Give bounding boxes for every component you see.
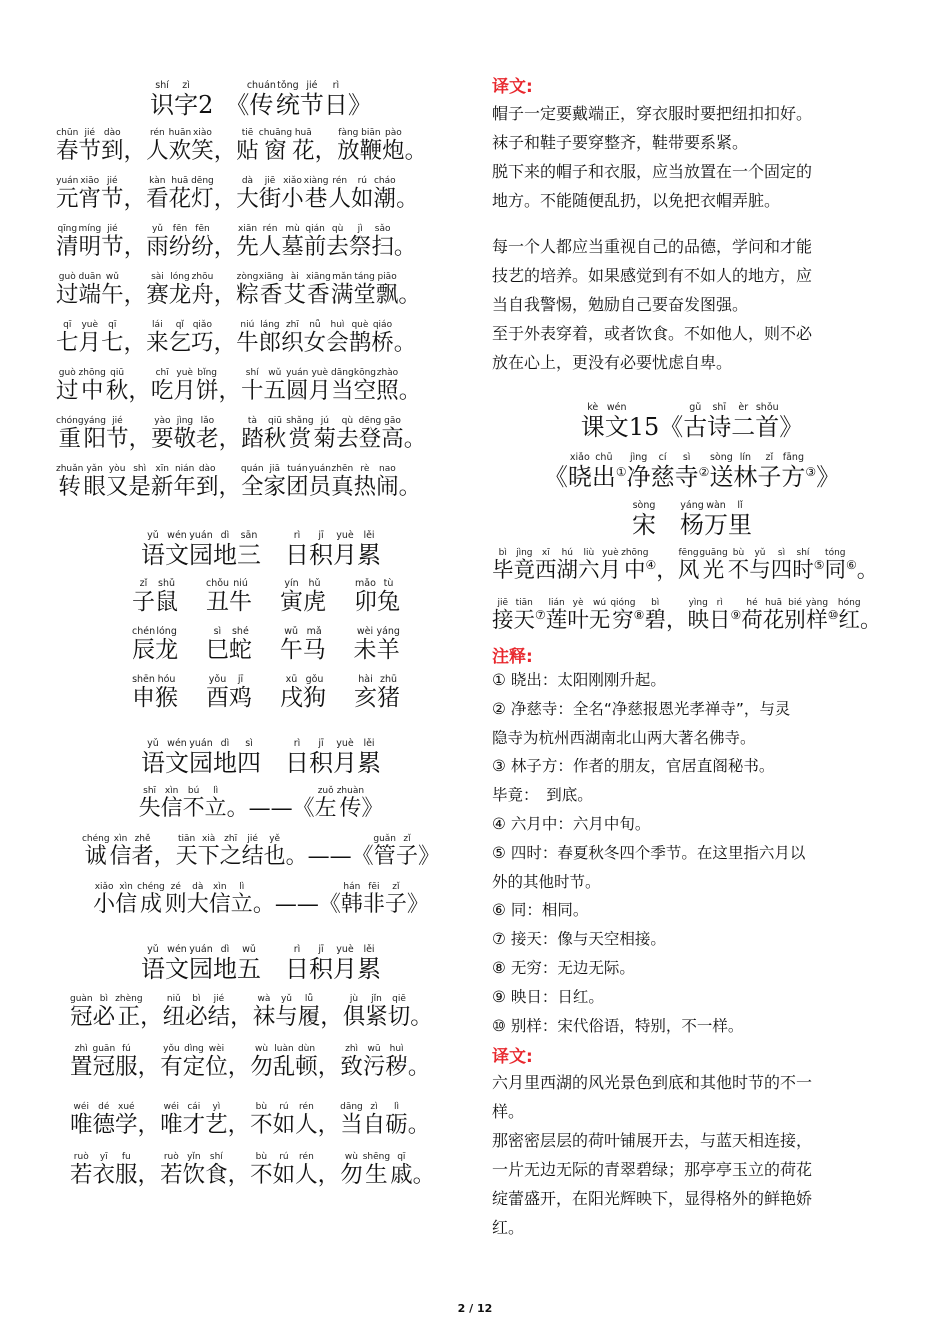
zodiac-word: 申shēn猴hóu: [132, 674, 178, 711]
verse-line: 冠guàn必bì正zhèng，纽niǔ必bì结jié，袜wà与yǔ履lǚ，俱jù紧jǐn切qiē。: [70, 994, 433, 1030]
poem-line: 毕bì竟jìng西xī湖hú六liù月yuè中zhōng④，风fēng光guāng不bù与yǔ四sì时shí⑤同tóng⑥。: [492, 548, 879, 583]
text-line: 样。: [492, 1102, 525, 1121]
footnote-marker: ⑩: [827, 607, 839, 622]
zodiac-word: 寅yín虎hǔ: [280, 578, 327, 615]
text-line: 技艺的培养。如果感觉到有不如人的地方，应: [492, 266, 813, 285]
footnote-marker: ⑦: [535, 607, 546, 622]
text-line: 一片无边无际的青翠碧绿；那亭亭玉立的荷花: [492, 1160, 813, 1179]
zodiac-word: 丑chǒu牛niú: [205, 578, 253, 615]
translation-block-3: [492, 1068, 812, 1242]
section-title-yuandi5: 语yǔ文wén园yuán地dì五wǔ 日rì积jī月yuè累lěi: [141, 944, 381, 983]
notes-label: 注释:: [492, 647, 533, 667]
zodiac-word: 子zǐ鼠shǔ: [132, 578, 178, 615]
notes-list: [492, 666, 805, 1040]
text-line: 那密密层层的荷叶铺展开去，与蓝天相连接，: [492, 1131, 813, 1150]
verse-line: 过guò端duān午wǔ，赛sài龙lóng舟zhōu，粽zòng香xiāng艾ài香xiāng满mǎn堂táng飘piāo。: [56, 272, 421, 308]
text-line: 毕竟： 到底。: [492, 786, 593, 805]
verse-line: 若ruò衣yī服fu，若ruò饮yǐn食shí，不bù如rú人rén，勿wù生shēng戚qī。: [70, 1152, 436, 1188]
verse-line: 春chūn节jié到dào，人rén欢huān笑xiào，贴tiē窗chuāng花huā，放fàng鞭biān炮pào。: [56, 128, 428, 164]
text-line: ② 净慈寺：全名“净慈报恩光孝禅寺”，与灵: [492, 699, 791, 718]
verse-line: 过guò中zhōng秋qiū，吃chī月yuè饼bǐng，十shí五wǔ圆yuán月yuè当dāng空kōng照zhào。: [56, 368, 422, 404]
zodiac-word: 午wǔ马mǎ: [279, 626, 326, 663]
text-line: 帽子一定要戴端正，穿衣服时要把纽扣扣好。: [492, 104, 813, 123]
zodiac-word: 戌xū狗gǒu: [280, 674, 326, 711]
footnote-marker: ①: [615, 465, 627, 479]
translation-label-2: 译文:: [492, 1047, 533, 1067]
zodiac-row: [132, 578, 400, 626]
honesty-quotes: [56, 786, 466, 930]
poem-title: 《晓xiǎo出chū①净jìng慈cí寺sì②送sòng林lín子zǐ方fāng③》: [543, 452, 841, 491]
text-line: 红。: [492, 1218, 525, 1237]
quote-line: 诚chéng信xìn者zhě，天tiān下xià之zhī结jié也yě。——《管guǎn子zǐ》: [81, 834, 441, 869]
text-line: ① 晓出：太阳刚刚升起。: [492, 671, 666, 689]
text-line: 隐寺为杭州西湖南北山两大著名佛寺。: [492, 728, 756, 747]
text-line: ⑩ 别样：宋代俗语，特别，不一样。: [492, 1016, 744, 1035]
text-line: 至于外表穿着，或者饮食。不如他人，则不必: [492, 324, 813, 343]
zodiac-word: 卯mǎo兔tù: [353, 578, 400, 615]
text-line: ⑦ 接天：像与天空相接。: [492, 930, 666, 949]
text-line: 脱下来的帽子和衣服，应当放置在一个固定的: [492, 162, 813, 181]
footnote-marker: ⑨: [730, 607, 742, 622]
footnote-marker: ⑤: [813, 557, 825, 572]
zodiac-word: 酉yǒu鸡jī: [206, 674, 252, 711]
text-line: ⑨ 映日：日红。: [492, 987, 604, 1006]
text-line: ⑥ 同：相同。: [492, 901, 589, 920]
footnote-marker: ②: [698, 465, 710, 479]
zodiac-word: 未wèi羊yáng: [353, 626, 400, 663]
quote-line: 失shī信xìn不bú立lì。——《左zuǒ传zhuàn》: [138, 786, 384, 821]
footnote-marker: ⑧: [633, 607, 645, 622]
quote-line: 小xiǎo信xìn成chéng则zé大dà信xìn立lì。——《韩hán非fēi子zǐ》: [93, 882, 429, 917]
text-line: 每一个人都应当重视自己的品德，学问和才能: [492, 237, 813, 256]
text-line: 外的其他时节。: [492, 872, 601, 891]
poem-lesson-title: 课kè文wén15《古gǔ诗shī二èr首shǒu》: [580, 402, 804, 441]
text-line: 袜子和鞋子要穿整齐，鞋带要系紧。: [492, 133, 749, 152]
zodiac-word: 巳sì蛇shé: [205, 626, 252, 663]
zodiac-word: 亥hài猪zhū: [354, 674, 400, 711]
text-line: 当自我警惕，勉励自己要奋发图强。: [492, 295, 749, 314]
verse-line: 重chóng阳yáng节jié，要yào敬jìng老lǎo，踏tà秋qiū赏shǎng菊jú去qù登dēng高gāo。: [56, 416, 427, 452]
footnote-marker: ④: [645, 557, 657, 572]
text-line: 放在心上，更没有必要忧虑自卑。: [492, 353, 733, 372]
text-line: ⑤ 四时：春夏秋冬四个季节。在这里指六月以: [492, 843, 806, 862]
zodiac-row: [132, 674, 400, 722]
section-title-shizi2: 识shí字zì2 《传chuán统tǒng节jié日rì》: [150, 80, 372, 119]
verse-line: 置zhì冠guān服fú，有yǒu定dìng位wèi，勿wù乱luàn顿dùn，致zhì污wū秽huì。: [70, 1044, 431, 1080]
zodiac-word: 辰chén龙lóng: [132, 626, 179, 663]
text-line: 六月里西湖的风光景色到底和其他时节的不一: [492, 1073, 813, 1092]
verse-line: 转zhuǎn眼yǎn又yòu是shì新xīn年nián到dào，全quán家jiā团tuán员yuán真zhēn热rè闹nao。: [56, 464, 422, 500]
verse-line: 清qīng明míng节jié，雨yǔ纷fēn纷fēn，先xiān人rén墓mù前qián去qù祭jì扫sǎo。: [56, 224, 417, 260]
text-line: 地方。不能随便乱扔，以免把衣帽弄脏。: [492, 191, 781, 210]
section-title-yuandi4: 语yǔ文wén园yuán地dì四sì 日rì积jī月yuè累lěi: [141, 738, 381, 777]
page-number: 2 / 12: [457, 1302, 493, 1315]
poem-body: [492, 548, 882, 648]
poem-line: 接jiē天tiān⑦莲lián叶yè无wú穷qióng⑧碧bì，映yìng日rì⑨荷hé花huā别bié样yàng⑩红hóng。: [492, 598, 882, 633]
translation-label: 译文:: [492, 77, 533, 97]
festival-verse: [56, 128, 427, 512]
text-line: ④ 六月中：六月中旬。: [492, 814, 651, 833]
text-line: ③ 林子方：作者的朋友，官居直阁秘书。: [492, 757, 775, 776]
translation-block-1: [492, 99, 812, 215]
verse-line: 七qī月yuè七qī，来lái乞qǐ巧qiǎo，牛niú郎láng织zhī女nǚ会huì鹊què桥qiáo。: [56, 320, 417, 356]
verse-line: 元yuán宵xiāo节jié，看kàn花huā灯dēng，大dà街jiē小xiǎo巷xiàng人rén如rú潮cháo。: [56, 176, 419, 212]
footnote-marker: ③: [805, 465, 817, 479]
zodiac-grid: [56, 578, 466, 722]
verse-line: 唯wéi德dé学xué，唯wéi才cái艺yì，不bù如rú人rén，当dāng自zì砺lì。: [70, 1102, 431, 1138]
text-line: 绽蕾盛开，在阳光辉映下，显得格外的鲜艳娇: [492, 1189, 813, 1208]
text-line: ⑧ 无穷：无边无际。: [492, 958, 635, 977]
dizigui-verse: [70, 994, 435, 1202]
footnote-marker: ⑥: [846, 557, 857, 572]
poem-author: 宋sòng 杨yáng万wàn里lǐ: [632, 500, 752, 539]
translation-block-2: [492, 232, 812, 377]
zodiac-row: [132, 626, 400, 674]
section-title-yuandi3: 语yǔ文wén园yuán地dì三sān 日rì积jī月yuè累lěi: [141, 530, 381, 569]
